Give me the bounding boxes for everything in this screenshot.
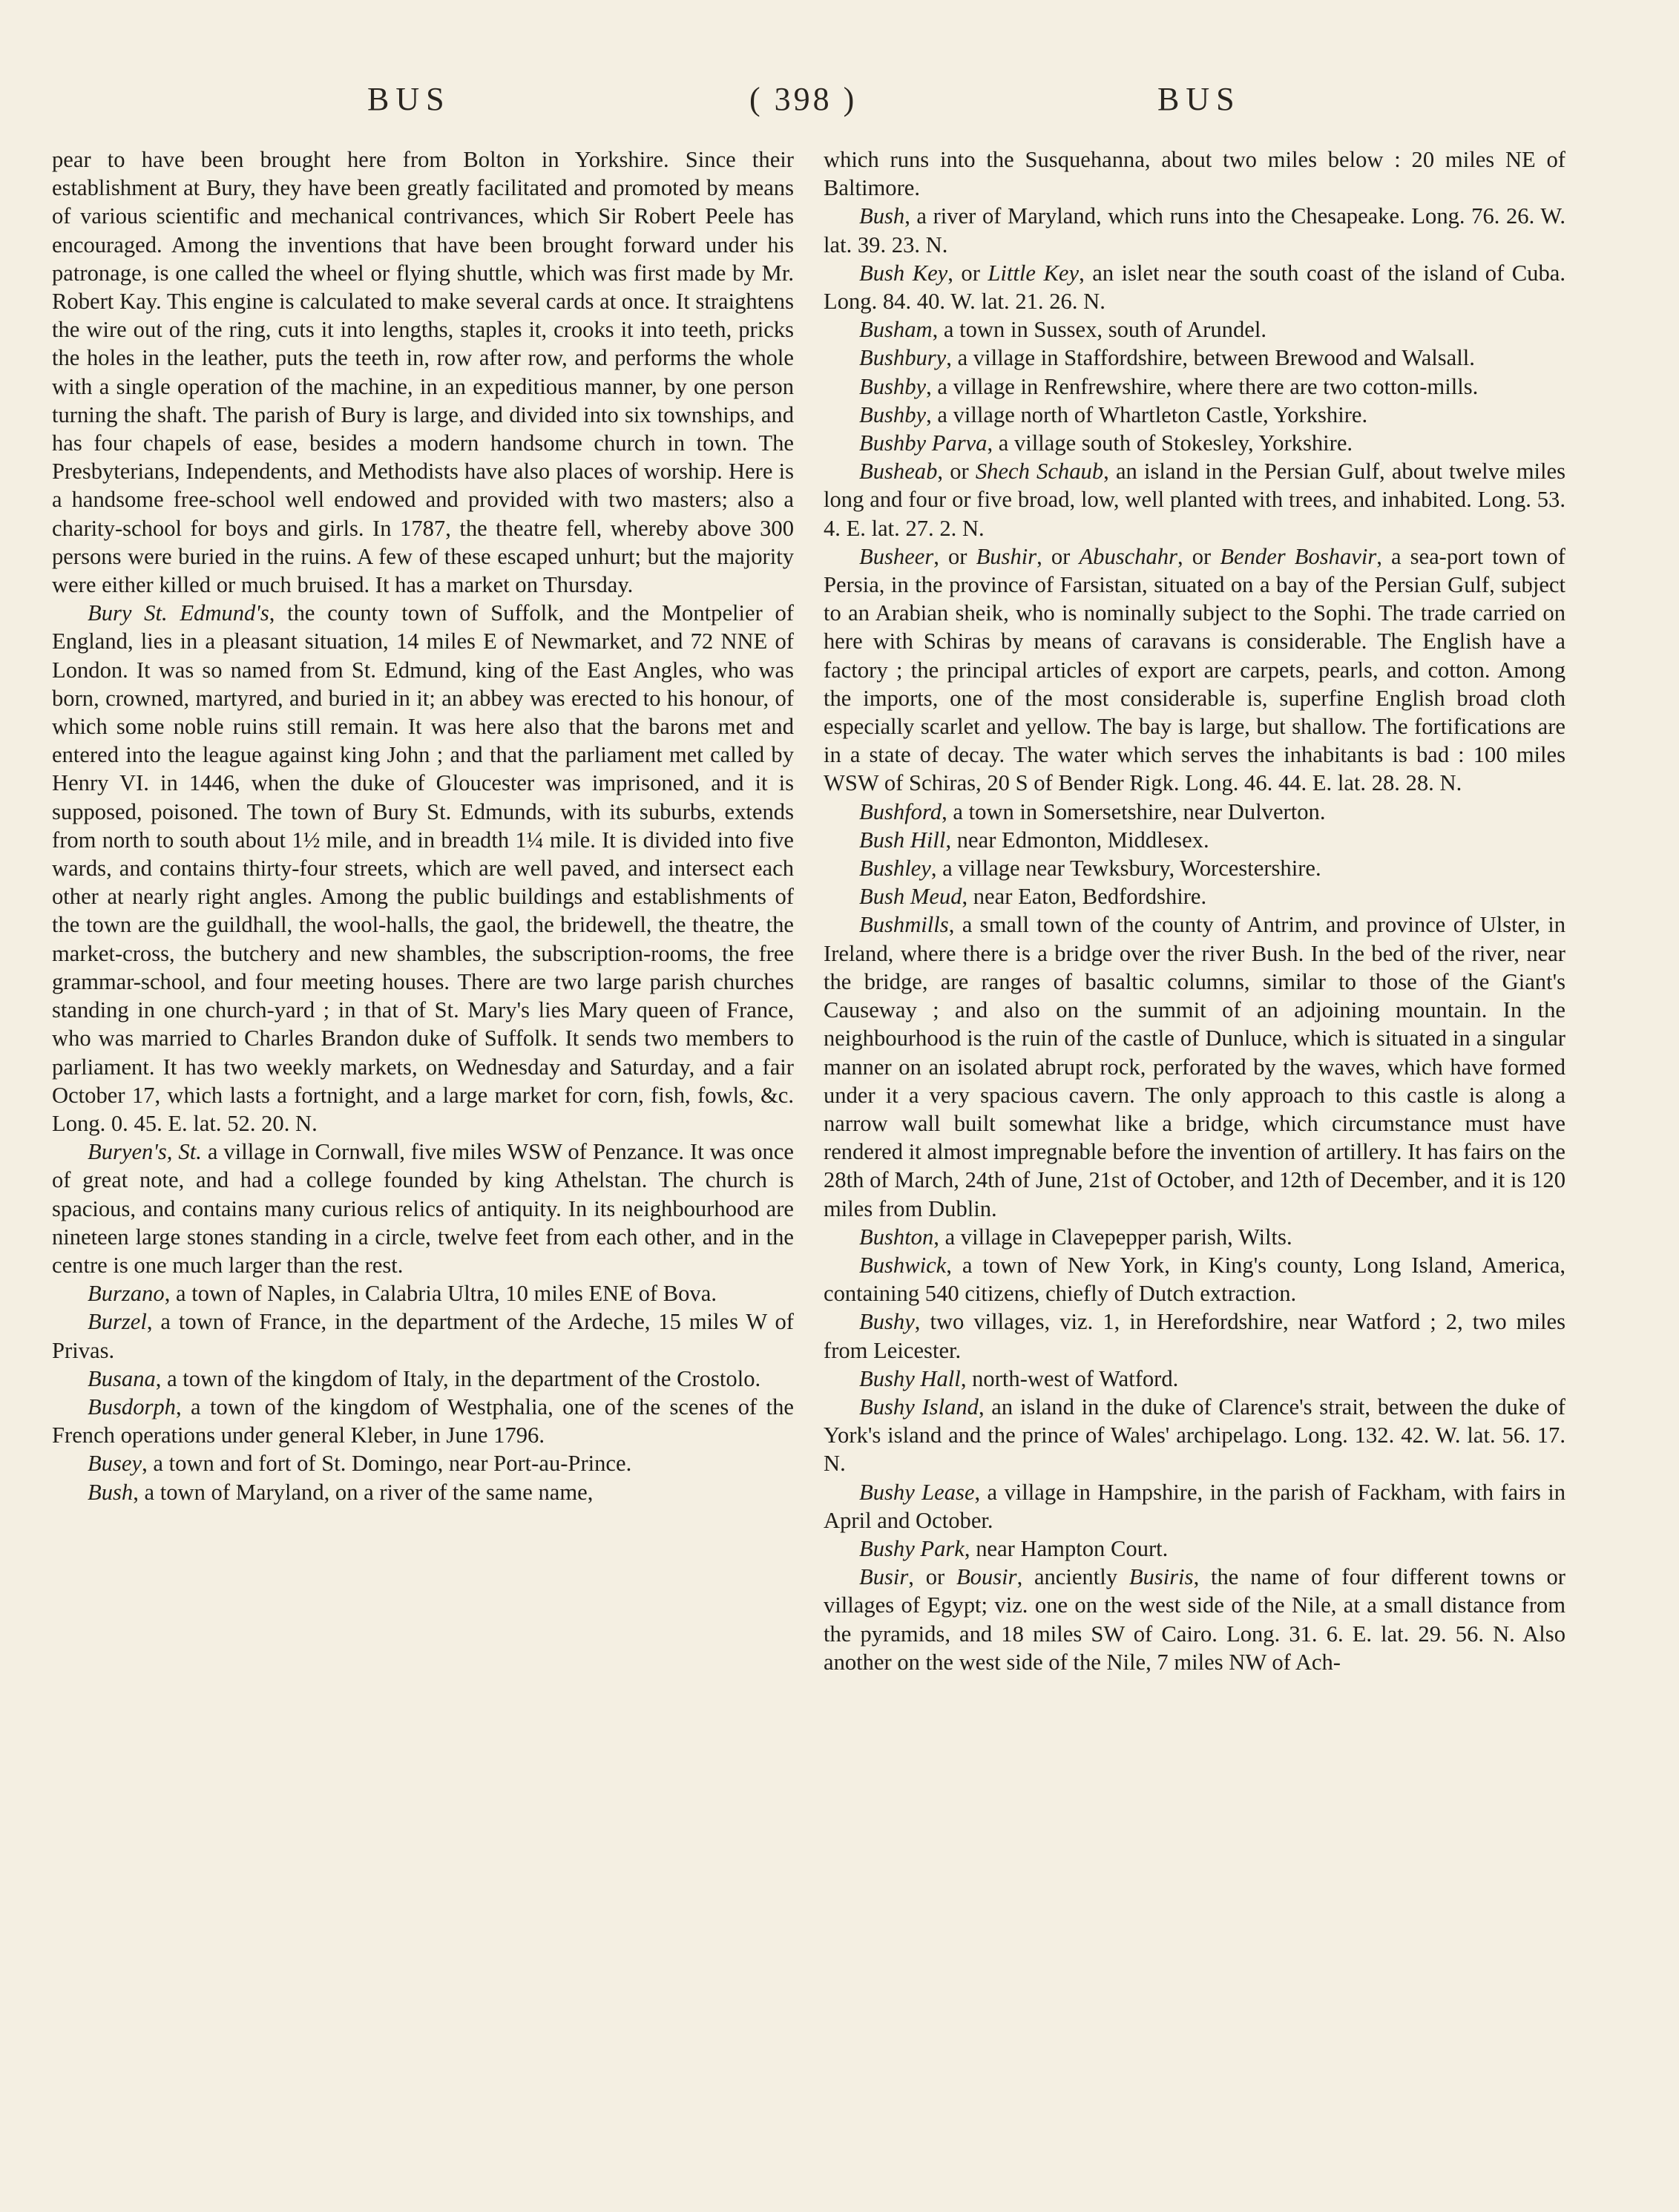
- entry-headword: Busdorph: [88, 1394, 176, 1420]
- gazetteer-entry: [824, 202, 1565, 258]
- gazetteer-entry: [824, 373, 1565, 401]
- entry-headword: Burzano: [88, 1281, 165, 1307]
- entry-text: , a village south of Stokesley, Yorkshire.: [987, 430, 1353, 456]
- gazetteer-entry: [824, 910, 1565, 1222]
- gazetteer-entry: [52, 1307, 794, 1364]
- entry-text: , a village north of Whartleton Castle, Yorkshire.: [926, 401, 1368, 427]
- entry-headword: Busiris: [1128, 1564, 1194, 1590]
- entry-headword: Buryen's, St.: [88, 1139, 202, 1165]
- gazetteer-entry: [824, 542, 1565, 798]
- gazetteer-entry: [824, 798, 1565, 826]
- entry-text: , a town of Naples, in Calabria Ultra, 10 miles ENE of Bova.: [164, 1281, 717, 1307]
- page-number: ( 398 ): [749, 81, 858, 117]
- entry-headword: Bushby: [859, 373, 927, 399]
- entry-headword: Bushir: [976, 543, 1037, 569]
- entry-headword: Bush Hill: [859, 827, 946, 853]
- entry-headword: Bushford: [859, 798, 942, 824]
- entry-text: , a river of Maryland, which runs into the Chesapeake. Long. 76. 26. W. lat. 39. 23. N.: [824, 203, 1565, 257]
- gazetteer-entry: [824, 457, 1565, 542]
- entry-text: , a town in Sussex, south of Arundel.: [932, 317, 1266, 343]
- entry-text: , a village in Renfrewshire, where there are two cotton-mills.: [926, 373, 1479, 399]
- entry-headword: Busir: [859, 1564, 909, 1590]
- running-head-right: BUS: [1157, 81, 1241, 117]
- entry-text: , near Hampton Court.: [964, 1535, 1169, 1561]
- entry-text: , or: [908, 1564, 956, 1590]
- entry-text: , a town in Somersetshire, near Dulverton.: [942, 798, 1326, 824]
- gazetteer-entry: [52, 1279, 794, 1307]
- entry-text: , a town of the kingdom of Westphalia, one of the scenes of the French operations under general Kleber, in June 1796.: [52, 1394, 794, 1448]
- gazetteer-entry: [52, 1138, 794, 1279]
- gazetteer-entry: [824, 826, 1565, 854]
- entry-headword: Busheer: [859, 543, 934, 569]
- gazetteer-entry: [824, 1251, 1565, 1307]
- entry-text: pear to have been brought here from Bolton in Yorkshire. Since their establishment at Bury, they have been greatly facilitated and promoted by means of various scientific and mechanical contrivances, which Sir Robert Peele has encouraged. Among the inventions that have been brought forward under his patronage, is one called the wheel or flying shuttle, which was first made by Mr. Robert Kay. This engine is calculated to make several cards at once. It straightens the wire out of the ring, cuts it into lengths, staples it, crooks it into teeth, pricks the holes in the leather, puts the teeth in, row after row, and performs the whole with a single operation of the machine, in an expeditious manner, by one person turning the shaft. The parish of Bury is large, and divided into six townships, and has four chapels of ease, besides a modern handsome church in town. The Presbyterians, Independents, and Methodists have also places of worship. Here is a handsome free-school well endowed and provided with two masters; also a charity-school for boys and girls. In 1787, the theatre fell, whereby above 300 persons were buried in the ruins. A few of these escaped unhurt; but the majority were either killed or much bruised. It has a market on Thursday.: [52, 147, 794, 598]
- entry-text: , a town of Maryland, on a river of the same name,: [133, 1479, 594, 1505]
- entry-headword: Bushy: [859, 1309, 915, 1335]
- gazetteer-entry: [824, 429, 1565, 457]
- gazetteer-entry: [824, 1393, 1565, 1478]
- entry-headword: Bushy Hall: [859, 1365, 961, 1391]
- entry-text: , north-west of Watford.: [960, 1365, 1179, 1391]
- entry-headword: Bush: [88, 1479, 134, 1505]
- gazetteer-entry: [52, 1393, 794, 1449]
- gazetteer-entry: [824, 1478, 1565, 1535]
- running-head-left: BUS: [367, 81, 451, 117]
- entry-text: , near Eaton, Bedfordshire.: [962, 884, 1207, 910]
- entry-text: , two villages, viz. 1, in Herefordshire, near Watford ; 2, two miles from Leicester.: [824, 1309, 1565, 1363]
- gazetteer-entry: [824, 854, 1565, 882]
- entry-text: , a village in Staffordshire, between Brewood and Walsall.: [946, 345, 1475, 371]
- entry-headword: Bush Key: [859, 260, 948, 286]
- gazetteer-entry: [824, 259, 1565, 315]
- entry-text: , a village in Hampshire, in the parish of Fackham, with fairs in April and October.: [824, 1479, 1565, 1533]
- entry-headword: Bushley: [859, 856, 931, 882]
- entry-headword: Bushton: [859, 1224, 934, 1250]
- entry-headword: Bushby Parva: [859, 430, 988, 456]
- entry-text: , or: [1036, 543, 1080, 569]
- entry-text: , a town and fort of St. Domingo, near Port-au-Prince.: [142, 1451, 632, 1477]
- entry-headword: Burzel: [88, 1309, 147, 1335]
- entry-text: , or: [933, 543, 976, 569]
- entry-text: , an islet near the south coast of the island of Cuba. Long. 84. 40. W. lat. 21. 26. N.: [824, 260, 1566, 315]
- gazetteer-entry: [824, 1535, 1565, 1563]
- entry-text: , a town of New York, in King's county, Long Island, America, containing 540 citizens, chiefly of Dutch extraction.: [824, 1252, 1565, 1307]
- entry-headword: Bushby: [859, 401, 927, 427]
- entry-text: , a town of France, in the department of the Ardeche, 15 miles W of Privas.: [52, 1309, 794, 1363]
- entry-headword: Bushy Lease: [859, 1479, 975, 1505]
- gazetteer-entry: [52, 1478, 794, 1506]
- entry-headword: Busham: [859, 317, 933, 343]
- entry-text: , or: [937, 459, 976, 485]
- entry-text: , or: [947, 260, 988, 286]
- entry-headword: Busana: [88, 1365, 156, 1391]
- gazetteer-entry: [52, 599, 794, 1138]
- entry-text: which runs into the Susquehanna, about two miles below : 20 miles NE of Baltimore.: [824, 147, 1565, 201]
- gazetteer-entry: [824, 1365, 1565, 1393]
- entry-headword: Abuschahr: [1079, 543, 1178, 569]
- entry-headword: Bender Boshavir: [1220, 543, 1377, 569]
- entry-text: , or: [1177, 543, 1220, 569]
- entry-headword: Bousir: [956, 1564, 1017, 1590]
- entry-text: a village in Cornwall, five miles WSW of Penzance. It was once of great note, and had a college founded by king Athelstan. The church is spacious, and contains many curious relics of antiquity. In its neighbourhood are nineteen large stones standing in a circle, twelve feet from each other, and in the centre is one much larger than the rest.: [52, 1139, 794, 1278]
- entry-headword: Bush Meud: [859, 884, 962, 910]
- entry-text: , a town of the kingdom of Italy, in the department of the Crostolo.: [155, 1365, 761, 1391]
- gazetteer-entry: [824, 1307, 1565, 1364]
- gazetteer-entry: [824, 315, 1565, 344]
- gazetteer-entry: [824, 344, 1565, 372]
- entry-headword: Bushbury: [859, 345, 947, 371]
- entry-text: , a small town of the county of Antrim, and province of Ulster, in Ireland, where there is a bridge over the river Bush. In the bed of the river, near the bridge, are ranges of basaltic columns, similar to those of the Giant's Causeway ; and also on the summit of an adjoining mountain. In the neighbourhood is the ruin of the castle of Dunluce, which is situated in a singular manner on an isolated abrupt rock, perforated by the waves, which have formed under it a very spacious cavern. The only approach to this castle is along a narrow wall built somewhat like a bridge, which circumstance must have rendered it almost impregnable before the invention of artillery. It has fairs on the 28th of March, 24th of June, 21st of October, and 12th of December, and it is 120 miles from Dublin.: [824, 912, 1565, 1221]
- entry-headword: Bush: [859, 203, 905, 229]
- entry-headword: Little Key: [988, 260, 1080, 286]
- gazetteer-entry: [824, 1223, 1565, 1251]
- entry-headword: Bushy Park: [859, 1535, 965, 1561]
- gazetteer-entry: [824, 145, 1565, 202]
- entry-headword: Bushmills: [859, 912, 949, 938]
- entry-text: , an island in the Persian Gulf, about twelve miles long and four or five broad, low, well planted with trees, and inhabited. Long. 53. 4. E. lat. 27. 2. N.: [824, 459, 1565, 541]
- entry-headword: Bushwick: [859, 1252, 947, 1278]
- entry-headword: Busey: [88, 1451, 142, 1477]
- gazetteer-entry: [824, 882, 1565, 910]
- gazetteer-entry: [824, 401, 1565, 429]
- gazetteer-entry: [52, 145, 794, 599]
- left-text-column: [52, 145, 794, 1506]
- entry-text: , the county town of Suffolk, and the Montpelier of England, lies in a pleasant situation, 14 miles E of Newmarket, and 72 NNE of London. It was so named from St. Edmund, king of the East Angles, who was born, crowned, martyred, and buried in it; an abbey was erected to his honour, of which some noble ruins still remain. It was here also that the barons met and entered into the league against king John ; and that the parliament met called by Henry VI. in 1446, when the duke of Gloucester was imprisoned, and it is supposed, poisoned. The town of Bury St. Edmunds, with its suburbs, extends from north to south about 1½ mile, and in breadth 1¼ mile. It is divided into five wards, and contains thirty-four streets, which are well paved, and intersect each other at nearly right angles. Among the public buildings and establishments of the town are the guildhall, the wool-halls, the gaol, the bridewell, the theatre, the market-cross, the butchery and new shambles, the subscription-rooms, the free grammar-school, and four meeting houses. There are two large parish churches standing in one church-yard ; in that of St. Mary's lies Mary queen of France, who was married to Charles Brandon duke of Suffolk. It sends two members to parliament. It has two weekly markets, on Wednesday and Saturday, and a fair October 17, which lasts a fortnight, and a large market for corn, fish, fowls, &c. Long. 0. 45. E. lat. 52. 20. N.: [52, 600, 794, 1136]
- gazetteer-entry: [52, 1449, 794, 1477]
- gazetteer-entry: [52, 1365, 794, 1393]
- right-text-column: [824, 145, 1565, 1676]
- gazetteer-entry: [824, 1563, 1565, 1676]
- entry-text: , anciently: [1016, 1564, 1129, 1590]
- entry-headword: Shech Schaub: [975, 459, 1104, 485]
- entry-text: , a village near Tewksbury, Worcestershire.: [930, 856, 1321, 882]
- entry-text: , an island in the duke of Clarence's strait, between the duke of York's island and the prince of Wales' archipelago. Long. 132. 42. W. lat. 56. 17. N.: [824, 1394, 1565, 1477]
- entry-headword: Busheab: [859, 459, 938, 485]
- entry-headword: Bury St. Edmund's: [88, 600, 269, 626]
- entry-text: , a sea-port town of Persia, in the province of Farsistan, situated on a bay of the Persian Gulf, subject to an Arabian sheik, who is nominally subject to the Sophi. The trade carried on here with Schiras by means of caravans is considerable. The English have a factory ; the principal articles of export are carpets, pearls, and cotton. Among the imports, one of the most considerable is, superfine English broad cloth especially scarlet and yellow. The bay is large, but shallow. The fortifications are in a state of decay. The water which serves the inhabitants is bad : 100 miles WSW of Schiras, 20 S of Bender Rigk. Long. 46. 44. E. lat. 28. 28. N.: [824, 543, 1565, 796]
- entry-text: , a village in Clavepepper parish, Wilts.: [933, 1224, 1292, 1250]
- entry-headword: Bushy Island: [859, 1394, 979, 1420]
- entry-text: , the name of four different towns or villages of Egypt; viz. one on the west side of the Nile, at a small distance from the pyramids, and 18 miles SW of Cairo. Long. 31. 6. E. lat. 29. 56. N. Also another on the west side of the Nile, 7 miles NW of Ach-: [824, 1564, 1565, 1675]
- entry-text: , near Edmonton, Middlesex.: [945, 827, 1209, 853]
